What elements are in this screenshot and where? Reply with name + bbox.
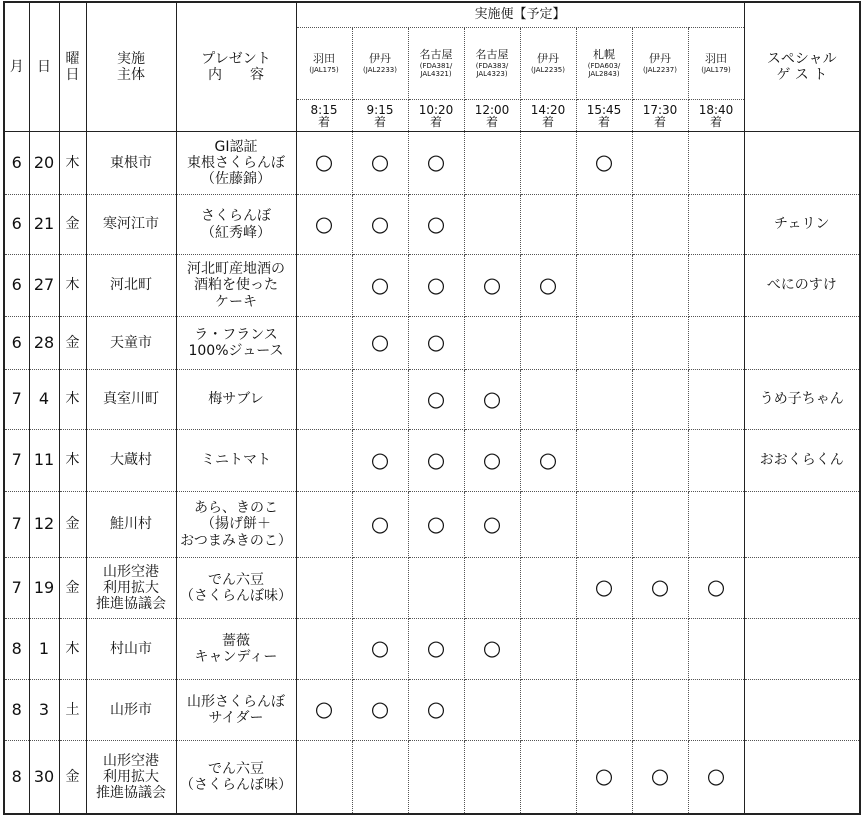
flight-cell xyxy=(352,680,408,741)
flight-cell xyxy=(576,132,632,195)
weekday-cell: 金 xyxy=(59,492,86,558)
special-guest-cell: おおくらくん xyxy=(744,430,860,492)
flight-cell xyxy=(520,680,576,741)
day-cell: 27 xyxy=(29,255,59,317)
table-row xyxy=(4,430,860,492)
month-cell: 6 xyxy=(4,195,29,255)
circle-mark-icon: ○ xyxy=(482,272,502,297)
flight-cell xyxy=(464,558,520,619)
flight-cell xyxy=(296,317,352,370)
flight-cell xyxy=(296,255,352,317)
day-cell: 19 xyxy=(29,558,59,619)
organizer-line: 利用拡大 xyxy=(103,579,159,596)
organizer-line: 大蔵村 xyxy=(110,452,152,469)
flight-cell xyxy=(296,619,352,680)
circle-mark-icon: ○ xyxy=(426,386,446,411)
flight-arrival-label: 着 xyxy=(373,114,386,129)
header-month: 月 xyxy=(4,2,29,132)
flight-cell xyxy=(352,741,408,814)
header-organizer: 実施 主体 xyxy=(86,2,176,132)
flight-city: 名古屋 xyxy=(419,48,453,62)
weekday-cell: 木 xyxy=(59,370,86,430)
present-line: ミニトマト xyxy=(201,452,271,469)
day-cell: 28 xyxy=(29,317,59,370)
circle-mark-icon: ○ xyxy=(370,272,390,297)
flight-cell xyxy=(632,132,688,195)
table-row xyxy=(4,132,860,195)
present-line: ラ・フランス xyxy=(194,326,278,343)
organizer-cell xyxy=(86,558,176,619)
flight-cell xyxy=(296,132,352,195)
flight-time: 10:20 xyxy=(418,102,454,117)
flight-time: 18:40 xyxy=(698,102,734,117)
header-special-guest: スペシャル ゲ ス ト xyxy=(744,2,860,132)
table-header xyxy=(4,2,860,132)
flight-cell xyxy=(408,195,464,255)
present-cell xyxy=(176,195,296,255)
flight-header xyxy=(632,28,688,100)
flight-arrival-label: 着 xyxy=(541,114,554,129)
flight-cell xyxy=(520,255,576,317)
special-guest-cell xyxy=(744,680,860,741)
flight-time-cell xyxy=(296,100,352,132)
circle-mark-icon: ○ xyxy=(426,150,446,175)
flight-code: (JAL175) xyxy=(309,65,339,74)
flight-city: 伊丹 xyxy=(537,52,559,66)
header-present: プレゼント 内 容 xyxy=(176,2,296,132)
present-cell xyxy=(176,132,296,195)
flight-cell xyxy=(688,558,744,619)
circle-mark-icon: ○ xyxy=(314,211,334,236)
flight-time-cell xyxy=(576,100,632,132)
table-row xyxy=(4,680,860,741)
circle-mark-icon: ○ xyxy=(314,150,334,175)
flight-cell xyxy=(632,741,688,814)
flight-arrival-label: 着 xyxy=(429,114,442,129)
flight-cell xyxy=(520,492,576,558)
flight-header xyxy=(576,28,632,100)
month-cell: 7 xyxy=(4,430,29,492)
flight-cell xyxy=(576,430,632,492)
flight-cell xyxy=(520,558,576,619)
circle-mark-icon: ○ xyxy=(370,511,390,536)
flight-cell xyxy=(352,132,408,195)
flight-time: 12:00 xyxy=(474,102,510,117)
circle-mark-icon: ○ xyxy=(370,447,390,472)
flight-cell xyxy=(632,255,688,317)
table-row xyxy=(4,619,860,680)
present-line: 薔薇 xyxy=(222,632,250,649)
special-guest-cell xyxy=(744,132,860,195)
flight-cell xyxy=(576,195,632,255)
month-cell: 6 xyxy=(4,132,29,195)
organizer-line: 推進協議会 xyxy=(96,784,166,801)
flight-cell xyxy=(408,430,464,492)
circle-mark-icon: ○ xyxy=(426,330,446,355)
flight-cell xyxy=(352,492,408,558)
present-line: 酒粕を使った xyxy=(194,277,278,294)
flight-cell xyxy=(352,195,408,255)
flight-cell xyxy=(520,741,576,814)
present-line: 河北町産地酒の xyxy=(187,261,285,278)
flight-cell xyxy=(688,430,744,492)
circle-mark-icon: ○ xyxy=(706,575,726,600)
flight-cell xyxy=(632,370,688,430)
header-weekday: 曜 日 xyxy=(59,2,86,132)
header-day: 日 xyxy=(29,2,59,132)
flight-time: 15:45 xyxy=(586,102,622,117)
flight-time-cell xyxy=(352,100,408,132)
special-guest-cell xyxy=(744,741,860,814)
flight-code: (JAL179) xyxy=(701,65,731,74)
flight-cell xyxy=(632,619,688,680)
flight-time-cell xyxy=(464,100,520,132)
weekday-cell: 金 xyxy=(59,317,86,370)
month-cell: 7 xyxy=(4,558,29,619)
special-guest-cell: チェリン xyxy=(744,195,860,255)
flight-cell xyxy=(576,370,632,430)
present-line: でん六豆 xyxy=(208,571,264,588)
flight-cell xyxy=(296,741,352,814)
organizer-line: 真室川町 xyxy=(103,391,159,408)
organizer-cell xyxy=(86,370,176,430)
weekday-cell: 木 xyxy=(59,132,86,195)
flight-cell xyxy=(464,619,520,680)
table-row xyxy=(4,492,860,558)
flight-cell xyxy=(408,680,464,741)
flight-code: (FDA603/ JAL2843) xyxy=(587,61,621,78)
flight-cell xyxy=(632,680,688,741)
flight-cell xyxy=(296,370,352,430)
organizer-cell xyxy=(86,195,176,255)
special-guest-cell xyxy=(744,619,860,680)
circle-mark-icon: ○ xyxy=(370,150,390,175)
circle-mark-icon: ○ xyxy=(426,211,446,236)
flight-cell xyxy=(632,195,688,255)
weekday-cell: 金 xyxy=(59,195,86,255)
present-cell xyxy=(176,370,296,430)
present-cell xyxy=(176,558,296,619)
flight-cell xyxy=(464,132,520,195)
flight-header xyxy=(352,28,408,100)
month-cell: 8 xyxy=(4,619,29,680)
flight-cell xyxy=(688,680,744,741)
flight-header xyxy=(520,28,576,100)
circle-mark-icon: ○ xyxy=(370,211,390,236)
flight-cell xyxy=(688,741,744,814)
circle-mark-icon: ○ xyxy=(594,764,614,789)
circle-mark-icon: ○ xyxy=(538,447,558,472)
circle-mark-icon: ○ xyxy=(594,575,614,600)
organizer-cell xyxy=(86,255,176,317)
organizer-cell xyxy=(86,317,176,370)
weekday-cell: 金 xyxy=(59,741,86,814)
special-guest-cell xyxy=(744,492,860,558)
flight-cell xyxy=(688,370,744,430)
organizer-cell xyxy=(86,430,176,492)
organizer-line: 寒河江市 xyxy=(103,216,159,233)
flight-cell xyxy=(688,255,744,317)
flight-code: (JAL2235) xyxy=(531,65,565,74)
organizer-cell xyxy=(86,680,176,741)
flight-header xyxy=(296,28,352,100)
present-cell xyxy=(176,317,296,370)
circle-mark-icon: ○ xyxy=(482,636,502,661)
circle-mark-icon: ○ xyxy=(426,447,446,472)
flight-cell xyxy=(408,558,464,619)
present-cell xyxy=(176,680,296,741)
present-cell xyxy=(176,255,296,317)
organizer-line: 山形空港 xyxy=(103,563,159,580)
flight-cell xyxy=(576,619,632,680)
present-cell xyxy=(176,741,296,814)
flight-city: 羽田 xyxy=(705,52,727,66)
organizer-line: 天童市 xyxy=(110,334,152,351)
circle-mark-icon: ○ xyxy=(538,272,558,297)
organizer-cell xyxy=(86,741,176,814)
organizer-cell xyxy=(86,492,176,558)
day-cell: 21 xyxy=(29,195,59,255)
flight-cell xyxy=(688,619,744,680)
flight-cell xyxy=(352,430,408,492)
flight-cell xyxy=(408,492,464,558)
special-guest-cell: うめ子ちゃん xyxy=(744,370,860,430)
flight-cell xyxy=(408,132,464,195)
present-line: （さくらんぼ味） xyxy=(180,588,292,604)
flight-cell xyxy=(688,132,744,195)
circle-mark-icon: ○ xyxy=(650,764,670,789)
organizer-line: 河北町 xyxy=(110,277,152,294)
circle-mark-icon: ○ xyxy=(426,636,446,661)
flight-cell xyxy=(688,195,744,255)
flight-cell xyxy=(352,370,408,430)
weekday-cell: 土 xyxy=(59,680,86,741)
present-line: 山形さくらんぼ xyxy=(187,693,285,710)
circle-mark-icon: ○ xyxy=(426,272,446,297)
flight-cell xyxy=(408,370,464,430)
flight-cell xyxy=(464,680,520,741)
weekday-cell: 木 xyxy=(59,430,86,492)
day-cell: 12 xyxy=(29,492,59,558)
organizer-line: 鮭川村 xyxy=(110,516,152,533)
flight-cell xyxy=(464,370,520,430)
flight-cell xyxy=(688,317,744,370)
month-cell: 8 xyxy=(4,680,29,741)
flight-cell xyxy=(520,370,576,430)
table-row xyxy=(4,195,860,255)
present-cell xyxy=(176,492,296,558)
organizer-cell xyxy=(86,619,176,680)
month-cell: 6 xyxy=(4,317,29,370)
flight-cell xyxy=(576,741,632,814)
flight-cell xyxy=(632,492,688,558)
flight-header xyxy=(408,28,464,100)
flight-city: 伊丹 xyxy=(369,52,391,66)
flight-code: (FDA381/ JAL4321) xyxy=(419,61,453,78)
present-line: あら、きのこ xyxy=(194,500,278,517)
flight-cell xyxy=(408,619,464,680)
circle-mark-icon: ○ xyxy=(314,697,334,722)
circle-mark-icon: ○ xyxy=(426,697,446,722)
month-cell: 7 xyxy=(4,492,29,558)
circle-mark-icon: ○ xyxy=(594,150,614,175)
present-line: 東根さくらんぼ xyxy=(187,154,285,171)
organizer-line: 東根市 xyxy=(110,154,152,171)
flight-cell xyxy=(464,195,520,255)
flight-code: (JAL2233) xyxy=(363,65,397,74)
flight-cell xyxy=(576,255,632,317)
circle-mark-icon: ○ xyxy=(426,511,446,536)
present-line: おつまみきのこ） xyxy=(180,532,292,549)
present-line: さくらんぼ xyxy=(201,208,271,225)
flight-code: (FDA383/ JAL4323) xyxy=(475,61,509,78)
flight-time-cell xyxy=(632,100,688,132)
flight-cell xyxy=(576,317,632,370)
flight-arrival-label: 着 xyxy=(485,114,498,129)
flight-cell xyxy=(296,492,352,558)
flight-cell xyxy=(520,619,576,680)
day-cell: 30 xyxy=(29,741,59,814)
present-line: ケーキ xyxy=(215,293,257,310)
flight-cell xyxy=(296,430,352,492)
organizer-line: 利用拡大 xyxy=(103,768,159,785)
flight-code: (JAL2237) xyxy=(643,65,677,74)
flight-cell xyxy=(632,317,688,370)
special-guest-cell xyxy=(744,558,860,619)
flight-time-cell xyxy=(688,100,744,132)
organizer-line: 山形空港 xyxy=(103,752,159,769)
present-line: キャンディー xyxy=(194,649,278,665)
present-line: GI認証 xyxy=(214,138,258,155)
present-line: でん六豆 xyxy=(208,760,264,777)
circle-mark-icon: ○ xyxy=(482,511,502,536)
flight-cell xyxy=(464,430,520,492)
circle-mark-icon: ○ xyxy=(370,697,390,722)
flight-time-cell xyxy=(520,100,576,132)
organizer-line: 山形市 xyxy=(110,701,152,718)
circle-mark-icon: ○ xyxy=(482,447,502,472)
present-cell xyxy=(176,619,296,680)
day-cell: 1 xyxy=(29,619,59,680)
table-body xyxy=(4,132,860,814)
flight-cell xyxy=(352,619,408,680)
flight-header xyxy=(688,28,744,100)
flight-arrival-label: 着 xyxy=(597,114,610,129)
weekday-cell: 金 xyxy=(59,558,86,619)
special-guest-cell xyxy=(744,317,860,370)
flight-cell xyxy=(520,132,576,195)
organizer-line: 村山市 xyxy=(110,640,152,657)
flight-cell xyxy=(296,680,352,741)
flight-cell xyxy=(576,558,632,619)
present-line: （揚げ餅＋ xyxy=(201,516,271,533)
flight-cell xyxy=(632,558,688,619)
flight-cell xyxy=(576,492,632,558)
month-cell: 8 xyxy=(4,741,29,814)
month-cell: 6 xyxy=(4,255,29,317)
present-line: サイダー xyxy=(208,710,264,726)
present-cell xyxy=(176,430,296,492)
flight-cell xyxy=(520,317,576,370)
day-cell: 4 xyxy=(29,370,59,430)
flight-cell xyxy=(408,317,464,370)
present-line: （佐藤錦） xyxy=(201,171,271,188)
flight-cell xyxy=(352,317,408,370)
flight-cell xyxy=(576,680,632,741)
flight-cell xyxy=(352,255,408,317)
flight-arrival-label: 着 xyxy=(317,114,330,129)
flight-arrival-label: 着 xyxy=(653,114,666,129)
circle-mark-icon: ○ xyxy=(370,330,390,355)
flight-city: 札幌 xyxy=(593,48,615,62)
weekday-cell: 木 xyxy=(59,255,86,317)
flight-header xyxy=(464,28,520,100)
organizer-cell xyxy=(86,132,176,195)
flight-arrival-label: 着 xyxy=(710,114,723,129)
flight-cell xyxy=(688,492,744,558)
circle-mark-icon: ○ xyxy=(706,764,726,789)
table-row xyxy=(4,255,860,317)
flight-cell xyxy=(296,558,352,619)
header-flights-group: 実施便【予定】 xyxy=(296,2,744,28)
month-cell: 7 xyxy=(4,370,29,430)
flight-cell xyxy=(464,741,520,814)
flight-time: 9:15 xyxy=(366,102,394,117)
special-guest-cell: べにのすけ xyxy=(744,255,860,317)
circle-mark-icon: ○ xyxy=(370,636,390,661)
flight-cell xyxy=(464,317,520,370)
flight-time: 17:30 xyxy=(642,102,678,117)
flight-city: 羽田 xyxy=(313,52,335,66)
table-row xyxy=(4,741,860,814)
flight-cell xyxy=(520,195,576,255)
table-row xyxy=(4,317,860,370)
present-line: 100%ジュース xyxy=(188,343,284,359)
weekday-cell: 木 xyxy=(59,619,86,680)
present-line: 梅サブレ xyxy=(208,391,264,408)
flight-city: 名古屋 xyxy=(475,48,509,62)
flight-cell xyxy=(464,492,520,558)
flight-city: 伊丹 xyxy=(649,52,671,66)
day-cell: 11 xyxy=(29,430,59,492)
flight-time: 8:15 xyxy=(310,102,338,117)
table-row xyxy=(4,558,860,619)
present-line: （さくらんぼ味） xyxy=(180,776,292,793)
flight-cell xyxy=(408,255,464,317)
flight-cell xyxy=(464,255,520,317)
flight-cell xyxy=(632,430,688,492)
flight-time: 14:20 xyxy=(530,102,566,117)
flight-time-cell xyxy=(408,100,464,132)
organizer-line: 推進協議会 xyxy=(96,596,166,613)
flight-cell xyxy=(520,430,576,492)
day-cell: 20 xyxy=(29,132,59,195)
flight-cell xyxy=(296,195,352,255)
present-line: （紅秀峰） xyxy=(201,224,271,241)
circle-mark-icon: ○ xyxy=(482,386,502,411)
circle-mark-icon: ○ xyxy=(650,575,670,600)
flight-cell xyxy=(352,558,408,619)
flight-cell xyxy=(408,741,464,814)
day-cell: 3 xyxy=(29,680,59,741)
schedule-table xyxy=(3,1,861,815)
table-row xyxy=(4,370,860,430)
